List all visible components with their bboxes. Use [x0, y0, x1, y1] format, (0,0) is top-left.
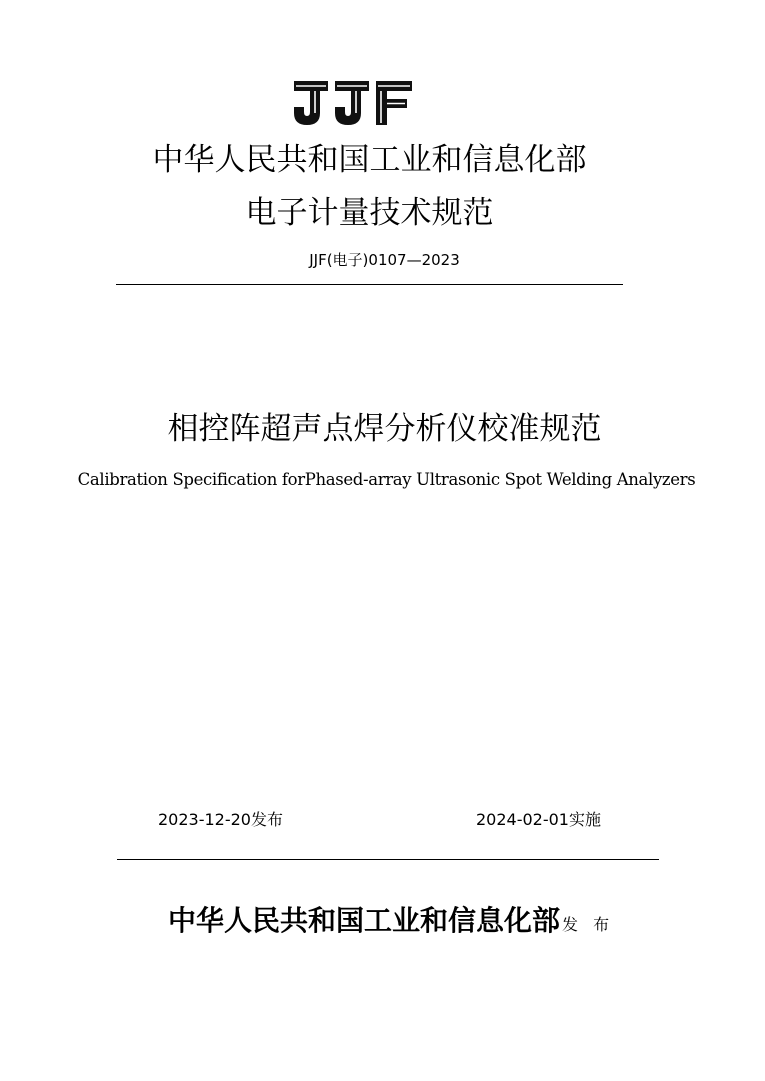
top-divider: [116, 284, 623, 285]
document-title-english: Calibration Specification forPhased-array Ultrasonic Spot Welding Analyzers: [77, 470, 696, 489]
publisher-name: 中华人民共和国工业和信息化部: [168, 904, 561, 937]
publisher-line: [168, 902, 614, 944]
publish-word: 发 布: [562, 915, 615, 934]
jjf-logo-graphic: [292, 79, 414, 127]
bottom-divider: [117, 859, 659, 860]
document-title-chinese: 相控阵超声点焊分析仪校准规范: [167, 411, 602, 447]
document-number: JJF(电子)0107—2023: [309, 251, 460, 269]
issue-date: 2023-12-20发布: [158, 810, 283, 829]
effective-date: 2024-02-01实施: [476, 810, 601, 829]
jjf-logo: [292, 79, 414, 127]
issuer-heading: 中华人民共和国工业和信息化部: [152, 142, 587, 178]
series-title: 电子计量技术规范: [245, 195, 494, 231]
